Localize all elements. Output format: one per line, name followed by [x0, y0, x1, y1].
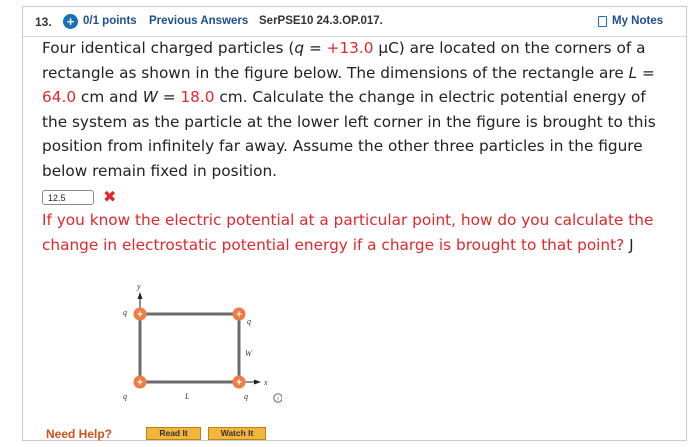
rectangle-charges-figure: [82, 278, 282, 413]
problem-text: =: [304, 39, 327, 57]
length-value: 64.0: [42, 88, 77, 107]
previous-answers-link[interactable]: Previous Answers: [149, 15, 249, 27]
incorrect-x-icon: ✖: [103, 189, 117, 206]
y-axis-label: y: [137, 282, 141, 291]
charge-bottom-right: [233, 376, 246, 389]
problem-text: =: [637, 63, 655, 82]
watch-it-button[interactable]: Watch It: [208, 427, 266, 440]
charge-top-left: [134, 308, 147, 321]
width-label: W: [245, 349, 252, 358]
unit-label: J: [624, 235, 634, 254]
charge-sign: +: [137, 309, 143, 321]
width-value: 18.0: [180, 88, 215, 107]
length-symbol: L: [628, 63, 638, 82]
width-symbol: W: [142, 88, 158, 107]
my-notes-link[interactable]: My Notes: [612, 15, 664, 27]
y-axis-arrow-icon: [138, 292, 143, 299]
rectangle-edge: [140, 314, 239, 382]
charge-sign: +: [236, 377, 242, 389]
charge-label: q: [244, 392, 248, 401]
problem-text: =: [157, 88, 181, 107]
expand-plus-icon[interactable]: +: [63, 14, 78, 29]
charge-symbol: q: [294, 39, 305, 57]
problem-text: μC) are located on the corners of a rectangle as shown in the figure below. The dimensions of the rectangle are: [42, 39, 646, 82]
problem-text: cm and: [76, 88, 143, 107]
problem-text: cm. Calculate the change in electric potential energy of the system as the particle at the lower left corner in the figure is brought to this position from infinitely far away. Assume the other three particles in the figure below remain fixed in position.: [42, 88, 656, 180]
hint-text: If you know the electric potential at a particular point, how do you calculate the change in electrostatic potential energy if a charge is brought to that point?: [42, 211, 654, 254]
charge-sign: +: [137, 377, 143, 389]
points-label: 0/1 points: [83, 15, 137, 27]
read-it-button[interactable]: Read It: [146, 427, 201, 440]
question-header: [23, 7, 686, 37]
charge-top-right: [233, 308, 246, 321]
problem-statement: [42, 36, 662, 184]
charge-bottom-left: [134, 376, 147, 389]
charge-value: +13.0: [326, 39, 374, 57]
answer-input[interactable]: 12.5: [42, 190, 94, 205]
notes-icon[interactable]: [598, 16, 607, 27]
question-number: 13.: [35, 15, 52, 29]
x-axis-label: x: [264, 378, 268, 387]
charge-sign: +: [236, 309, 242, 321]
charge-label: q: [247, 317, 251, 326]
charge-label: q: [123, 308, 127, 317]
hint-feedback: [42, 208, 662, 257]
x-axis-arrow-icon: [254, 380, 261, 385]
charge-label: q: [123, 392, 127, 401]
problem-text: Four identical charged particles (: [42, 39, 295, 57]
need-help-label: Need Help?: [46, 427, 113, 441]
length-label: L: [185, 392, 190, 401]
info-icon[interactable]: [274, 394, 282, 403]
problem-code: SerPSE10 24.3.OP.017.: [259, 15, 383, 27]
svg-text:i: i: [277, 395, 279, 403]
